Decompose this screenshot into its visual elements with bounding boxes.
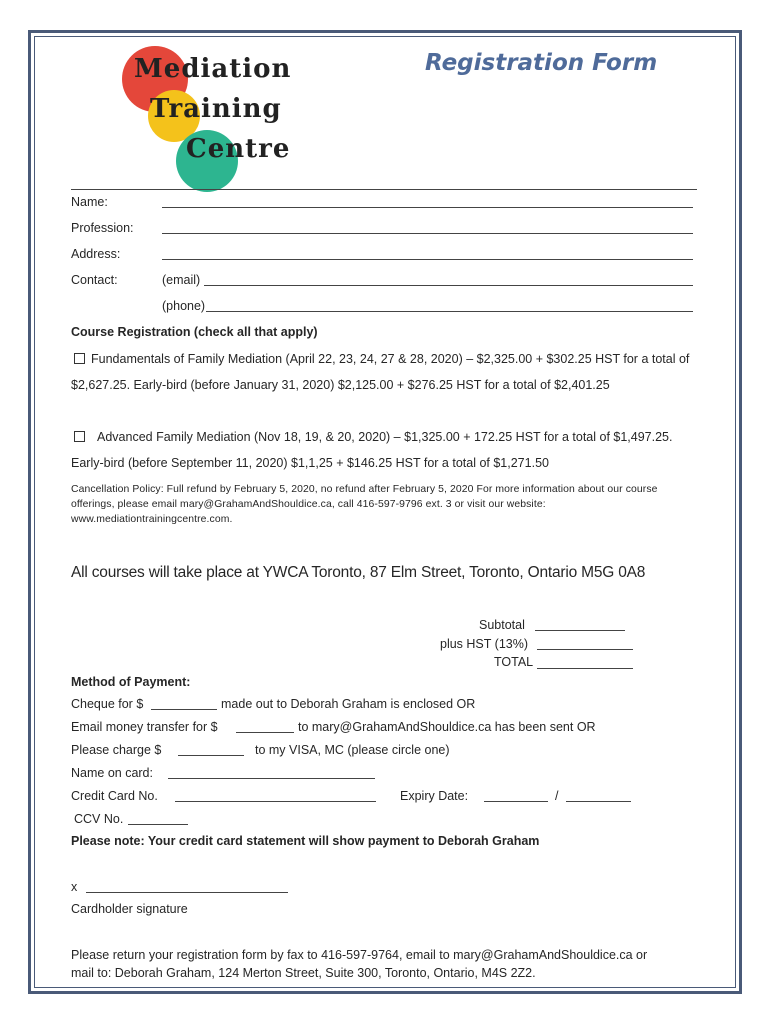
ccv-label: CCV No. <box>74 812 124 826</box>
total-label: TOTAL <box>494 655 534 669</box>
cheque-amount-field[interactable] <box>151 709 217 710</box>
logo-word-2: Training <box>150 94 282 124</box>
advanced-text-1: Advanced Family Mediation (Nov 18, 19, & 20, 2020) – $1,325.00 + 172.25 HST for a total of $1,497.25. <box>97 430 673 444</box>
subtotal-field[interactable] <box>535 630 625 631</box>
expiry-slash: / <box>555 789 559 803</box>
payment-heading: Method of Payment: <box>71 675 191 689</box>
fundamentals-checkbox[interactable] <box>74 353 85 364</box>
charge-amount-field[interactable] <box>178 755 244 756</box>
charge-text-a: Please charge $ <box>71 743 162 757</box>
top-divider <box>71 189 697 190</box>
charge-text-b: to my VISA, MC (please circle one) <box>255 743 450 757</box>
emt-text-a: Email money transfer for $ <box>71 720 218 734</box>
footer-line-1: Please return your registration form by fax to 416-597-9764, email to mary@GrahamAndShouldice.ca or <box>71 948 648 962</box>
name-field[interactable] <box>162 207 693 208</box>
signature-label: Cardholder signature <box>71 902 188 916</box>
phone-field[interactable] <box>206 311 693 312</box>
ccv-field[interactable] <box>128 824 188 825</box>
emt-amount-field[interactable] <box>236 732 294 733</box>
phone-label: (phone) <box>162 299 206 313</box>
course-heading: Course Registration (check all that apply) <box>71 325 318 339</box>
advanced-text-2: Early-bird (before September 11, 2020) $1,1,25 + $146.25 HST for a total of $1,271.50 <box>71 456 549 470</box>
address-field[interactable] <box>162 259 693 260</box>
profession-label: Profession: <box>71 221 134 235</box>
hst-label: plus HST (13%) <box>440 637 528 651</box>
email-field[interactable] <box>204 285 693 286</box>
logo-word-3: Centre <box>186 134 291 164</box>
name-on-card-field[interactable] <box>168 778 375 779</box>
signature-x: x <box>71 880 78 894</box>
fundamentals-text-2: $2,627.25. Early-bird (before January 31, 2020) $2,125.00 + $276.25 HST for a total of $2,401.25 <box>71 378 610 392</box>
cancellation-line-1: Cancellation Policy: Full refund by February 5, 2020, no refund after February 5, 2020 For more information about our course <box>71 484 658 495</box>
payment-note: Please note: Your credit card statement will show payment to Deborah Graham <box>71 834 540 848</box>
logo-word-1: Mediation <box>134 54 292 84</box>
name-on-card-label: Name on card: <box>71 766 153 780</box>
footer-line-2: mail to: Deborah Graham, 124 Merton Street, Suite 300, Toronto, Ontario, M4S 2Z2. <box>71 966 536 980</box>
name-label: Name: <box>71 195 108 209</box>
card-number-label: Credit Card No. <box>71 789 158 803</box>
logo <box>120 44 320 184</box>
contact-label: Contact: <box>71 273 118 287</box>
profession-field[interactable] <box>162 233 693 234</box>
expiry-label: Expiry Date: <box>400 789 469 803</box>
advanced-option[interactable] <box>74 430 672 444</box>
hst-field[interactable] <box>537 649 633 650</box>
cheque-text-a: Cheque for $ <box>71 697 144 711</box>
cancellation-line-2: offerings, please email mary@GrahamAndShouldice.ca, call 416-597-9796 ext. 3 or visit our website: <box>71 499 546 510</box>
page-title: Registration Form <box>425 50 658 76</box>
card-number-field[interactable] <box>175 801 376 802</box>
email-label: (email) <box>162 273 201 287</box>
fundamentals-option[interactable] <box>74 352 689 366</box>
expiry-month-field[interactable] <box>484 801 548 802</box>
emt-text-b: to mary@GrahamAndShouldice.ca has been sent OR <box>298 720 596 734</box>
fundamentals-text-1: Fundamentals of Family Mediation (April 22, 23, 24, 27 & 28, 2020) – $2,325.00 + $302.25 HST for a total of <box>91 352 690 366</box>
subtotal-label: Subtotal <box>479 618 525 632</box>
cheque-text-b: made out to Deborah Graham is enclosed OR <box>221 697 476 711</box>
expiry-year-field[interactable] <box>566 801 631 802</box>
signature-field[interactable] <box>86 892 288 893</box>
total-field[interactable] <box>537 668 633 669</box>
advanced-checkbox[interactable] <box>74 431 85 442</box>
address-label: Address: <box>71 247 121 261</box>
cancellation-line-3: www.mediationtrainingcentre.com. <box>71 514 233 525</box>
location-statement: All courses will take place at YWCA Toronto, 87 Elm Street, Toronto, Ontario M5G 0A8 <box>71 564 646 581</box>
